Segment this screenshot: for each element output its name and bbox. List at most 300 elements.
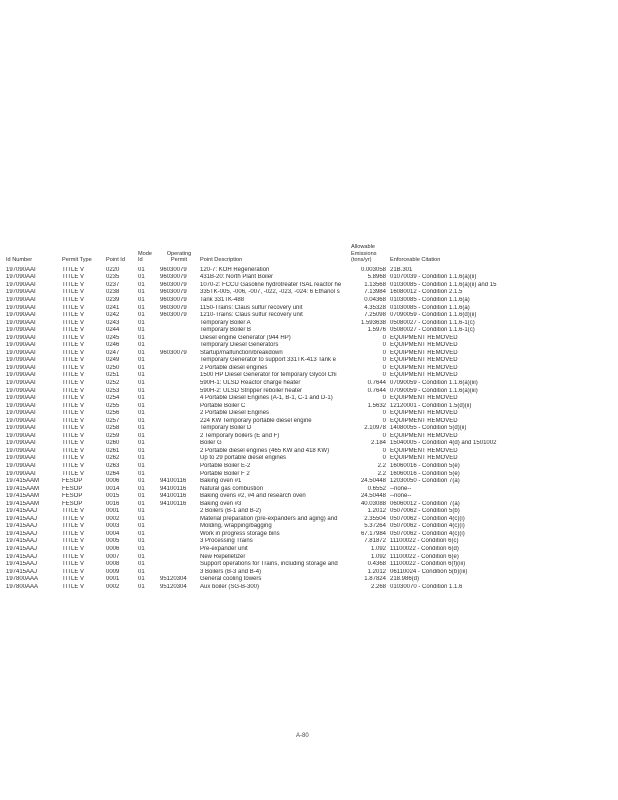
cell-point-id: 0241 [106, 304, 120, 311]
cell-enforceable-citation: EQUIPMENT REMOVED [390, 349, 458, 356]
cell-operating-permit: 96030079 [160, 296, 187, 303]
cell-point-description: 2 Portable Diesel Engines [200, 410, 270, 417]
cell-point-id: 0253 [106, 387, 120, 394]
emissions-table [5, 244, 617, 591]
cell-allowable-emissions: 1.5632 [367, 402, 386, 409]
cell-permit-type: TITLE V [62, 319, 85, 326]
cell-point-description: Startup/malfunction/breakdown [200, 349, 283, 356]
cell-enforceable-citation: 01070039 - Condition 1.1.6(a)(ii) [390, 274, 477, 281]
cell-point-description: General cooling towers [200, 576, 262, 583]
cell-permit-type: TITLE V [62, 379, 85, 386]
cell-enforceable-citation: 11100022 - Condition 6(e) [390, 553, 459, 560]
cell-operating-permit [159, 425, 199, 433]
cell-id-number: 197090AAI [6, 463, 36, 469]
cell-point-description: New Repelletizer [200, 553, 246, 560]
cell-permit-type: TITLE V [62, 266, 85, 273]
page-number: A-80 [296, 733, 309, 739]
cell-mode-id: 01 [138, 470, 145, 477]
cell-permit-type: FESOP [62, 478, 83, 485]
cell-operating-permit: 95120304 [160, 576, 187, 583]
cell-point-description: Portable Boiler F 2 [200, 470, 250, 477]
table-row [5, 433, 617, 441]
cell-allowable-emissions: 67.17984 [360, 530, 386, 537]
cell-mode-id: 01 [138, 319, 145, 326]
cell-operating-permit: 96030079 [160, 281, 187, 288]
cell-allowable-emissions: 7.13984 [364, 289, 386, 296]
cell-permit-type: TITLE V [62, 274, 85, 281]
cell-operating-permit [159, 538, 199, 546]
cell-point-description: Portable Boiler C [200, 402, 246, 409]
cell-operating-permit [159, 561, 199, 569]
cell-point-id: 0255 [106, 402, 120, 409]
cell-allowable-emissions: 0 [382, 447, 386, 454]
cell-id-number: 197415AAJ [6, 523, 38, 530]
cell-id-number: 197090AAI [6, 455, 36, 462]
cell-operating-permit [159, 523, 199, 531]
cell-mode-id: 01 [138, 334, 145, 341]
cell-operating-permit: 96030079 [160, 349, 187, 356]
cell-permit-type: TITLE V [62, 387, 85, 394]
cell-point-description: 2 Portable diesel engines [200, 364, 268, 371]
cell-mode-id: 01 [138, 296, 145, 303]
cell-id-number: 197415AAJ [6, 546, 38, 553]
cell-enforceable-citation: 11100022 - Condition 6(f)(iii) [390, 561, 466, 568]
cell-point-description: Molding, wrapping/bagging [200, 523, 272, 530]
table-row [5, 508, 617, 516]
table-row [5, 388, 617, 396]
cell-enforceable-citation: 16060016 - Condition 5(e) [390, 470, 460, 477]
cell-operating-permit [159, 372, 199, 380]
cell-permit-type: TITLE V [62, 395, 85, 402]
cell-mode-id: 01 [138, 417, 145, 424]
cell-mode-id: 01 [138, 440, 145, 447]
cell-mode-id: 01 [138, 561, 145, 568]
cell-point-id: 0257 [106, 417, 120, 424]
cell-point-id: 0261 [106, 447, 120, 454]
cell-mode-id: 01 [138, 372, 145, 379]
cell-point-id: 0005 [106, 538, 120, 545]
cell-point-id: 0247 [106, 349, 120, 356]
table-row [5, 274, 617, 282]
cell-point-description: 2 Boilers (B-1 and B-2) [200, 508, 262, 515]
cell-id-number: 197090AAI [6, 440, 36, 447]
cell-allowable-emissions: 0.6552 [367, 485, 386, 492]
table-row [5, 289, 617, 297]
table-row [5, 523, 617, 531]
cell-enforceable-citation: --none-- [390, 493, 412, 500]
cell-point-id: 0235 [106, 274, 120, 281]
cell-enforceable-citation: EQUIPMENT REMOVED [390, 364, 458, 371]
cell-mode-id: 01 [138, 455, 145, 462]
cell-point-id: 0016 [106, 500, 120, 507]
cell-id-number: 197090AAI [6, 417, 36, 424]
cell-point-description: Material preparation (pre-expanders and aging) and [200, 515, 338, 522]
cell-permit-type: TITLE V [62, 455, 85, 462]
table-row [5, 546, 617, 554]
cell-permit-type: TITLE V [62, 432, 85, 439]
table-header-row [5, 244, 617, 267]
cell-allowable-emissions: 5.8968 [367, 274, 386, 281]
cell-point-description: Natural gas combustion [200, 485, 264, 492]
cell-id-number: 197415AAM [6, 500, 40, 507]
cell-permit-type: TITLE V [62, 530, 85, 537]
cell-id-number: 197415AAJ [6, 553, 38, 560]
cell-id-number: 197090AAI [6, 289, 36, 296]
cell-allowable-emissions: 24.50448 [360, 478, 386, 485]
table-row [5, 350, 617, 358]
table-row [5, 335, 617, 343]
cell-id-number: 197090AAI [6, 281, 36, 288]
cell-enforceable-citation: 11100022 - Condition 6(d) [390, 546, 459, 553]
cell-point-description: 431B-20: North Plant Boiler [200, 274, 274, 281]
cell-point-id: 0251 [106, 372, 120, 379]
cell-mode-id: 01 [138, 357, 145, 364]
cell-mode-id: 01 [138, 395, 145, 402]
cell-allowable-emissions: 5.37264 [364, 523, 386, 530]
cell-point-id: 0006 [106, 546, 120, 553]
cell-id-number: 197800AAA [6, 583, 39, 590]
cell-operating-permit [159, 403, 199, 411]
cell-allowable-emissions: 4.35328 [364, 304, 386, 311]
cell-enforceable-citation: EQUIPMENT REMOVED [390, 334, 458, 341]
cell-point-id: 0264 [106, 470, 120, 477]
cell-enforceable-citation: 14080055 - Condition 5(d)(ii) [390, 425, 467, 432]
table-row [5, 448, 617, 456]
cell-mode-id: 01 [138, 266, 145, 273]
cell-permit-type: TITLE V [62, 425, 85, 432]
table-row [5, 425, 617, 433]
cell-point-description: 3 Processing Trains [200, 538, 253, 545]
cell-mode-id: 01 [138, 304, 145, 311]
cell-enforceable-citation: EQUIPMENT REMOVED [390, 410, 458, 417]
cell-mode-id: 01 [138, 342, 145, 349]
cell-allowable-emissions: 0 [382, 417, 386, 424]
cell-id-number: 197090AAI [6, 319, 36, 326]
header-mode-id: Mode Id [138, 250, 152, 264]
cell-point-description: Portable Boiler E-2 [200, 463, 251, 469]
cell-id-number: 197090AAI [6, 402, 36, 409]
cell-permit-type: TITLE V [62, 568, 85, 575]
cell-operating-permit [159, 508, 199, 516]
cell-enforceable-citation: 01030085 - Condition 1.1.6(a) [390, 296, 470, 303]
cell-allowable-emissions: 0 [382, 357, 386, 364]
cell-permit-type: FESOP [62, 493, 83, 500]
cell-enforceable-citation: 05080027 - Condition 1.1.6-1(c) [390, 327, 475, 334]
cell-allowable-emissions: 7.81872 [364, 538, 386, 545]
table-row [5, 440, 617, 448]
cell-allowable-emissions: 0 [382, 410, 386, 417]
cell-point-description: Temporary Boiler A [200, 319, 251, 326]
table-row [5, 576, 617, 584]
cell-point-id: 0001 [106, 508, 120, 515]
cell-operating-permit: 96030079 [160, 274, 187, 281]
cell-enforceable-citation: 12120001 - Condition 1.5(d)(ii) [390, 402, 472, 409]
cell-operating-permit [159, 365, 199, 373]
cell-permit-type: TITLE V [62, 357, 85, 364]
cell-operating-permit [159, 433, 199, 441]
cell-allowable-emissions: 0 [382, 372, 386, 379]
cell-id-number: 197800AAA [6, 576, 39, 583]
table-row [5, 561, 617, 569]
cell-mode-id: 01 [138, 402, 145, 409]
cell-point-description: 2 Portable diesel engines (465 KW and 418 KW) [200, 447, 330, 454]
header-operating-permit: Operating Permit [166, 250, 192, 264]
cell-allowable-emissions: 1.2012 [367, 508, 386, 515]
cell-point-description: 224 KW Temporary portable diesel engine [200, 417, 312, 424]
cell-mode-id: 01 [138, 515, 145, 522]
table-body [5, 267, 617, 592]
cell-operating-permit: 94100116 [160, 478, 187, 485]
cell-point-description: 335TK-005, -006, -007, -022, -023, -024: 6 Ethanol s [200, 289, 340, 296]
header-enforceable-citation: Enforceable Citation [390, 257, 441, 264]
header-permit-type: Permit Type [62, 257, 92, 264]
cell-id-number: 197090AAI [6, 296, 36, 303]
cell-point-id: 0239 [106, 296, 120, 303]
cell-mode-id: 01 [138, 274, 145, 281]
cell-permit-type: TITLE V [62, 364, 85, 371]
table-row [5, 357, 617, 365]
cell-point-id: 0002 [106, 515, 120, 522]
cell-point-description: Up to 29 portable diesel engines [200, 455, 287, 462]
table-row [5, 372, 617, 380]
cell-allowable-emissions: 0 [382, 364, 386, 371]
cell-point-id: 0246 [106, 342, 120, 349]
cell-operating-permit: 94100116 [160, 493, 187, 500]
cell-enforceable-citation: 218.986(d) [390, 576, 420, 583]
cell-enforceable-citation: EQUIPMENT REMOVED [390, 357, 458, 364]
cell-operating-permit [159, 531, 199, 539]
cell-allowable-emissions: 0.04368 [364, 296, 386, 303]
cell-point-description: Temporary Diesel Generators [200, 342, 279, 349]
cell-mode-id: 01 [138, 289, 145, 296]
cell-id-number: 197415AAM [6, 493, 40, 500]
cell-enforceable-citation: 06110024 - Condition 5(b)(iii) [390, 568, 468, 575]
cell-id-number: 197090AAI [6, 395, 36, 402]
table-row [5, 403, 617, 411]
cell-mode-id: 01 [138, 538, 145, 545]
cell-point-description: Baking ovens #2, #4 and research oven [200, 493, 306, 500]
table-row [5, 486, 617, 494]
cell-allowable-emissions: 1.5976 [367, 327, 386, 334]
cell-operating-permit [159, 320, 199, 328]
cell-permit-type: FESOP [62, 500, 83, 507]
cell-operating-permit [159, 388, 199, 396]
cell-permit-type: TITLE V [62, 447, 85, 454]
cell-point-id: 0238 [106, 289, 120, 296]
cell-allowable-emissions: 2.10978 [364, 425, 386, 432]
cell-allowable-emissions: 2.268 [370, 583, 386, 590]
cell-point-id: 0252 [106, 379, 120, 386]
cell-enforceable-citation: EQUIPMENT REMOVED [390, 395, 458, 402]
table-row [5, 342, 617, 350]
cell-enforceable-citation: 01030070 - Condition 1.1.6 [390, 583, 463, 590]
cell-permit-type: TITLE V [62, 410, 85, 417]
cell-point-description: 590H-2: ULSD Stripper reboiler heater [200, 387, 303, 394]
cell-enforceable-citation: 16060016 - Condition 5(e) [390, 463, 460, 469]
cell-permit-type: TITLE V [62, 312, 85, 319]
cell-mode-id: 01 [138, 530, 145, 537]
table-row [5, 569, 617, 577]
cell-point-id: 0014 [106, 485, 120, 492]
header-id-number: Id Number [6, 257, 33, 264]
cell-allowable-emissions: 0 [382, 395, 386, 402]
cell-id-number: 197090AAI [6, 266, 36, 273]
table-row [5, 493, 617, 501]
cell-point-id: 0007 [106, 553, 120, 560]
cell-point-description: Boiler G [200, 440, 222, 447]
cell-point-id: 0263 [106, 463, 120, 469]
cell-operating-permit [159, 471, 199, 479]
cell-point-id: 0009 [106, 568, 120, 575]
cell-permit-type: TITLE V [62, 402, 85, 409]
cell-point-id: 0001 [106, 576, 120, 583]
cell-id-number: 197090AAI [6, 387, 36, 394]
cell-point-id: 0254 [106, 395, 120, 402]
cell-allowable-emissions: 0.7644 [367, 387, 386, 394]
table-row [5, 471, 617, 479]
cell-id-number: 197415AAJ [6, 508, 38, 515]
cell-mode-id: 01 [138, 568, 145, 575]
cell-operating-permit: 94100116 [160, 500, 187, 507]
cell-enforceable-citation: 16080012 - Condition 2.1.5 [390, 289, 463, 296]
cell-enforceable-citation: 06060012 - Condition 7(a) [390, 500, 460, 507]
cell-mode-id: 01 [138, 410, 145, 417]
cell-allowable-emissions: 1.13568 [364, 281, 386, 288]
cell-enforceable-citation: EQUIPMENT REMOVED [390, 455, 458, 462]
cell-id-number: 197415AAJ [6, 561, 38, 568]
cell-point-description: 4 Portable Diesel Engines (A-1, B-1, C-1 and D-1) [200, 395, 333, 402]
cell-mode-id: 01 [138, 583, 145, 590]
cell-operating-permit [159, 546, 199, 554]
cell-point-id: 0004 [106, 530, 120, 537]
table-row [5, 410, 617, 418]
cell-permit-type: TITLE V [62, 538, 85, 545]
table-row [5, 320, 617, 328]
cell-permit-type: TITLE V [62, 508, 85, 515]
cell-mode-id: 01 [138, 349, 145, 356]
cell-operating-permit: 95120304 [160, 583, 187, 590]
cell-id-number: 197090AAI [6, 312, 36, 319]
cell-enforceable-citation: 05080027 - Condition 1.1.6-1(c) [390, 319, 475, 326]
cell-point-description: 2 Temporary boilers (E and F) [200, 432, 280, 439]
table-row [5, 554, 617, 562]
cell-operating-permit [159, 569, 199, 577]
cell-enforceable-citation: 07090059 - Condition 1.1.6(a)(iii) [390, 379, 478, 386]
cell-enforceable-citation: 11100022 - Condition 6(c) [390, 538, 459, 545]
table-row [5, 463, 617, 471]
cell-mode-id: 01 [138, 478, 145, 485]
header-point-description: Point Description [200, 257, 243, 264]
table-row [5, 516, 617, 524]
table-row [5, 380, 617, 388]
cell-operating-permit [159, 448, 199, 456]
cell-id-number: 197415AAJ [6, 568, 38, 575]
cell-mode-id: 01 [138, 546, 145, 553]
cell-enforceable-citation: 01030085 - Condition 1.1.6(a) [390, 304, 470, 311]
cell-enforceable-citation: 05070062 - Condition 4(c)(i) [390, 515, 465, 522]
cell-permit-type: TITLE V [62, 372, 85, 379]
cell-enforceable-citation: --none-- [390, 485, 412, 492]
table-row [5, 478, 617, 486]
table-row [5, 282, 617, 290]
cell-mode-id: 01 [138, 312, 145, 319]
cell-allowable-emissions: 0.003058 [360, 266, 386, 273]
cell-permit-type: TITLE V [62, 327, 85, 334]
cell-point-id: 0015 [106, 493, 120, 500]
cell-mode-id: 01 [138, 364, 145, 371]
cell-id-number: 197090AAI [6, 425, 36, 432]
cell-point-id: 0245 [106, 334, 120, 341]
cell-point-id: 0002 [106, 583, 120, 590]
cell-mode-id: 01 [138, 432, 145, 439]
table-row [5, 455, 617, 463]
cell-allowable-emissions: 1.092 [370, 546, 386, 553]
cell-point-description: Work in progress storage bins [200, 530, 280, 537]
cell-allowable-emissions: 0.7644 [367, 379, 386, 386]
cell-point-id: 0260 [106, 440, 120, 447]
cell-id-number: 197090AAI [6, 432, 36, 439]
cell-point-description: Pre-expander unit [200, 546, 248, 553]
table-row [5, 327, 617, 335]
cell-point-id: 0256 [106, 410, 120, 417]
cell-point-id: 0220 [106, 266, 120, 273]
cell-permit-type: TITLE V [62, 515, 85, 522]
cell-id-number: 197090AAI [6, 327, 36, 334]
cell-enforceable-citation: 21B.301 [390, 266, 413, 273]
table-row [5, 365, 617, 373]
table-row [5, 501, 617, 509]
cell-permit-type: TITLE V [62, 289, 85, 296]
cell-id-number: 197090AAI [6, 304, 36, 311]
cell-id-number: 197090AAI [6, 470, 36, 477]
cell-point-description: 1500 HP Diesel Generator for temporary Glycol Chi [200, 372, 337, 379]
cell-allowable-emissions: 2.184 [370, 440, 386, 447]
cell-id-number: 197415AAM [6, 485, 40, 492]
table-row [5, 584, 617, 592]
cell-point-description: 3 Boilers (B-3 and B-4) [200, 568, 262, 575]
cell-operating-permit [159, 410, 199, 418]
cell-id-number: 197090AAI [6, 447, 36, 454]
cell-operating-permit [159, 327, 199, 335]
cell-point-description: Support operations for Trains, including storage and [200, 561, 338, 568]
cell-enforceable-citation: EQUIPMENT REMOVED [390, 447, 458, 454]
cell-enforceable-citation: 15040005 - Condition 4(d) and 1501002 [390, 440, 497, 447]
cell-allowable-emissions: 1.092 [370, 553, 386, 560]
cell-operating-permit [159, 380, 199, 388]
cell-id-number: 197090AAI [6, 372, 36, 379]
cell-point-id: 0262 [106, 455, 120, 462]
cell-point-id: 0242 [106, 312, 120, 319]
cell-operating-permit [159, 455, 199, 463]
cell-id-number: 197090AAI [6, 334, 36, 341]
cell-point-id: 0003 [106, 523, 120, 530]
cell-id-number: 197090AAI [6, 342, 36, 349]
cell-permit-type: TITLE V [62, 546, 85, 553]
cell-permit-type: TITLE V [62, 576, 85, 583]
cell-mode-id: 01 [138, 379, 145, 386]
cell-mode-id: 01 [138, 387, 145, 394]
cell-allowable-emissions: 0 [382, 455, 386, 462]
cell-point-description: 120-7: KOH Regeneration [200, 266, 270, 273]
cell-enforceable-citation: EQUIPMENT REMOVED [390, 372, 458, 379]
cell-point-id: 0237 [106, 281, 120, 288]
cell-permit-type: TITLE V [62, 349, 85, 356]
cell-point-description: Temporary Boiler B [200, 327, 252, 334]
cell-operating-permit [159, 357, 199, 365]
cell-enforceable-citation: 07090059 - Condition 1.1.6(d)(ii) [390, 312, 477, 319]
cell-permit-type: TITLE V [62, 334, 85, 341]
cell-allowable-emissions: 0 [382, 349, 386, 356]
